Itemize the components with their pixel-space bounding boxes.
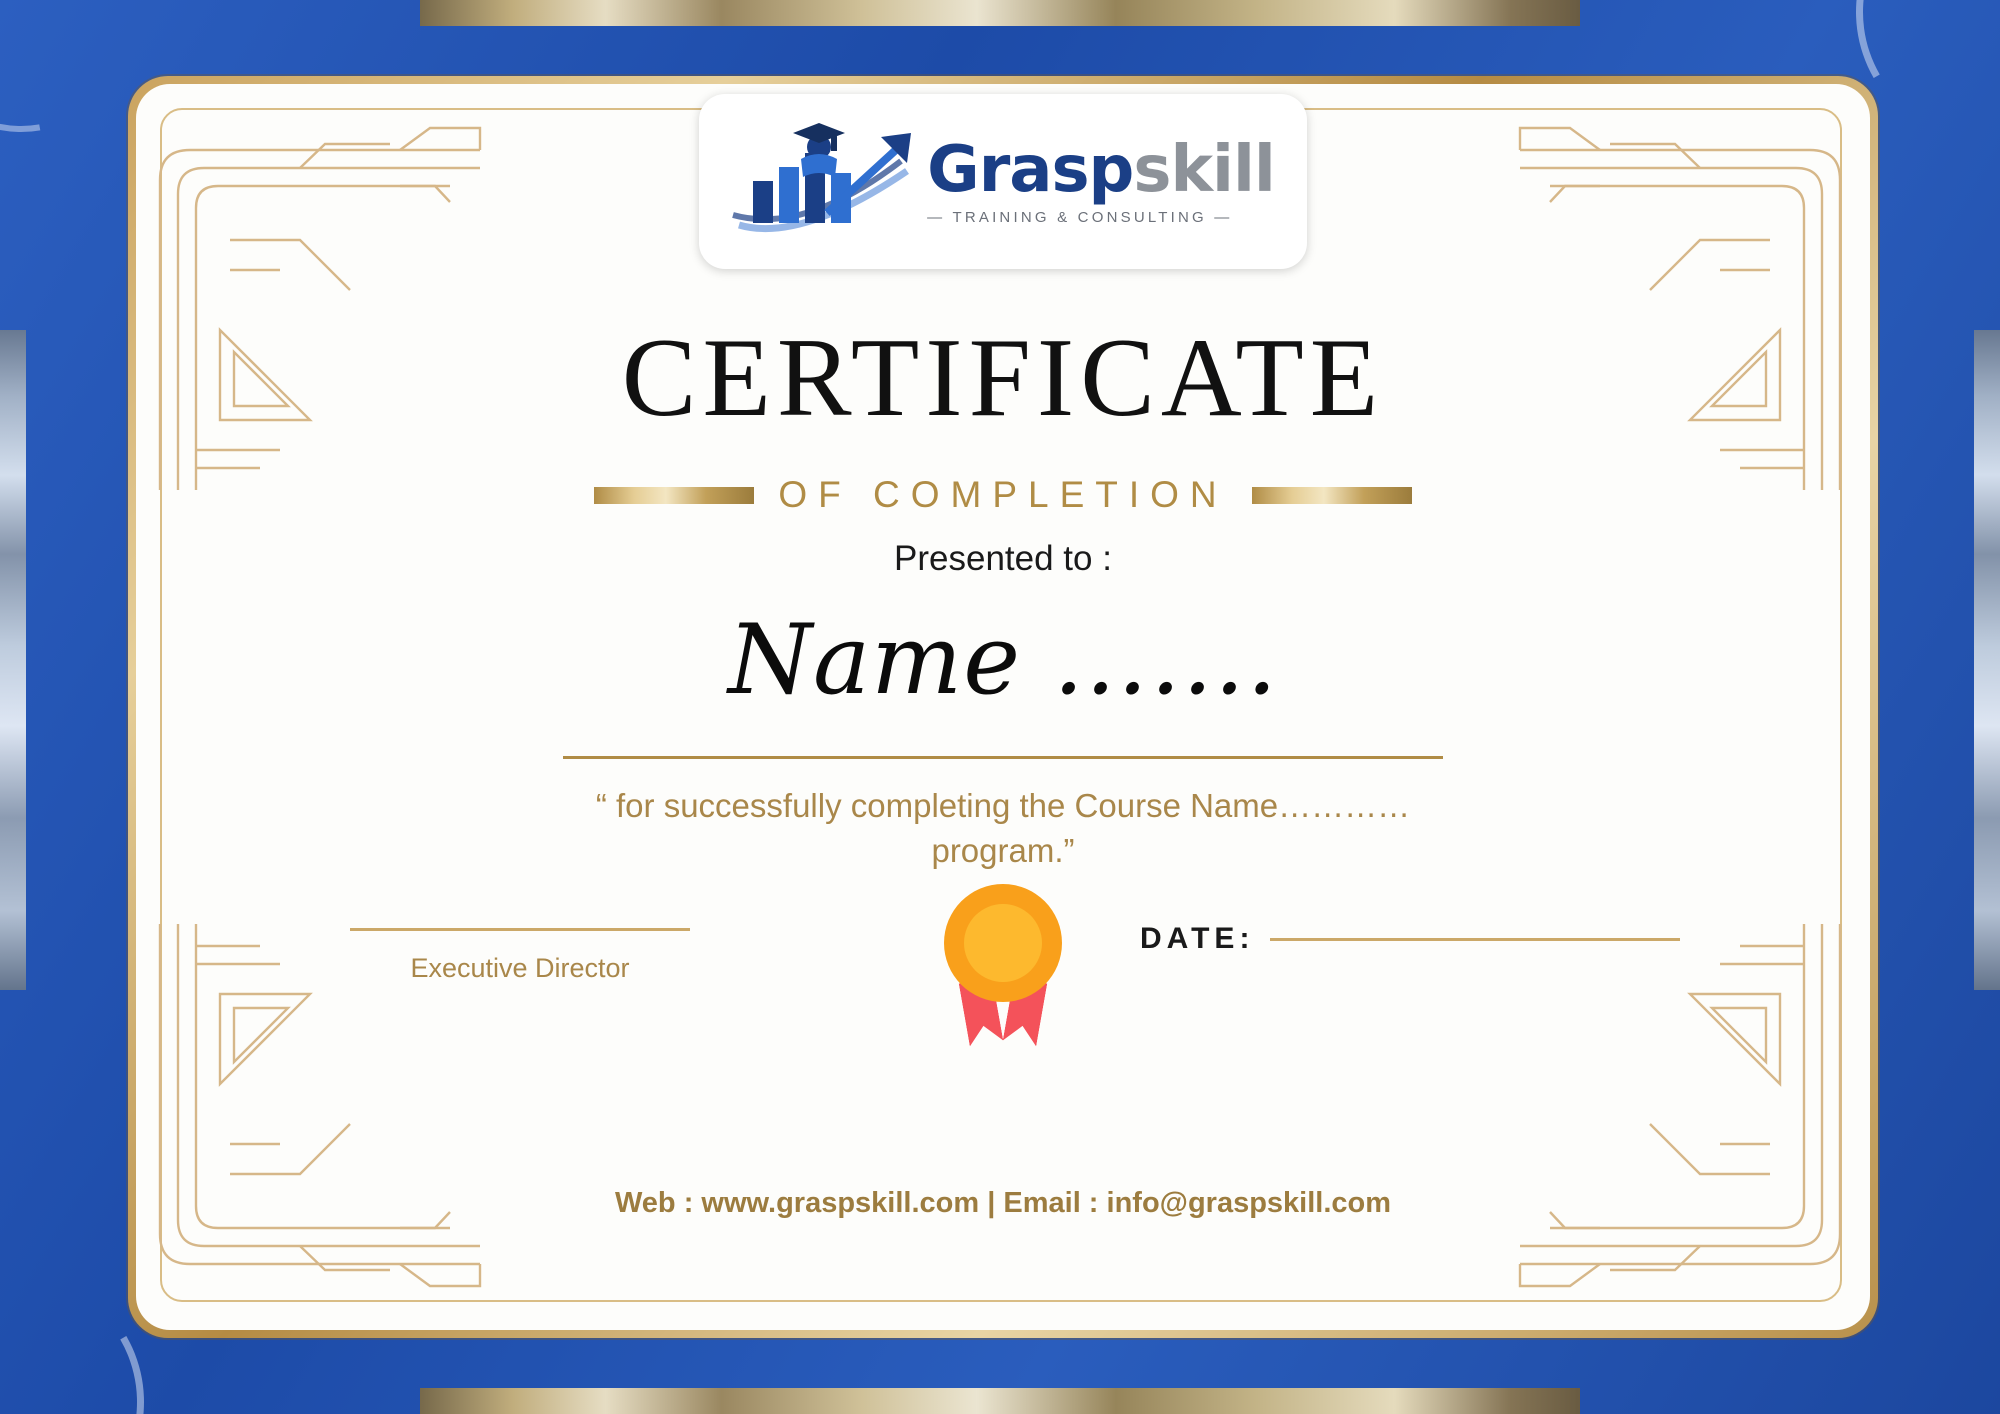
date-label: DATE: xyxy=(1140,922,1255,955)
page-subtitle: OF COMPLETION xyxy=(778,474,1228,515)
recipient-name-rule xyxy=(563,756,1443,759)
signature-block xyxy=(350,928,690,984)
logo xyxy=(699,94,1307,269)
graduate-chart-arrow-icon xyxy=(731,117,921,247)
signature-label: Executive Director xyxy=(410,953,630,983)
foil-strip-left xyxy=(0,330,26,990)
subtitle-bar-right xyxy=(1252,487,1412,504)
subtitle-row xyxy=(136,474,1870,516)
certificate-content xyxy=(136,84,1870,1330)
date-rule xyxy=(1270,938,1680,941)
foil-strip-top xyxy=(420,0,1580,26)
foil-strip-bottom xyxy=(420,1388,1580,1414)
completion-statement: “ for successfully completing the Course Name………… program.” xyxy=(595,787,1411,869)
footer-contact: Web : www.graspskill.com | Email : info@graspskill.com xyxy=(614,1187,1392,1219)
logo-tagline: — TRAINING & CONSULTING — xyxy=(927,209,1233,226)
presented-to-label: Presented to : xyxy=(894,539,1112,578)
subtitle-bar-left xyxy=(594,487,754,504)
award-seal-icon xyxy=(938,884,1068,1044)
date-block xyxy=(1140,922,1680,956)
page-title: CERTIFICATE xyxy=(621,316,1385,440)
foil-strip-right xyxy=(1974,330,2000,990)
signature-rule xyxy=(350,928,690,931)
seal-circle xyxy=(944,884,1062,1002)
recipient-name: Name ……. xyxy=(727,604,1279,716)
logo-name-primary: Grasp xyxy=(927,133,1134,207)
logo-name-secondary: skill xyxy=(1133,133,1275,207)
